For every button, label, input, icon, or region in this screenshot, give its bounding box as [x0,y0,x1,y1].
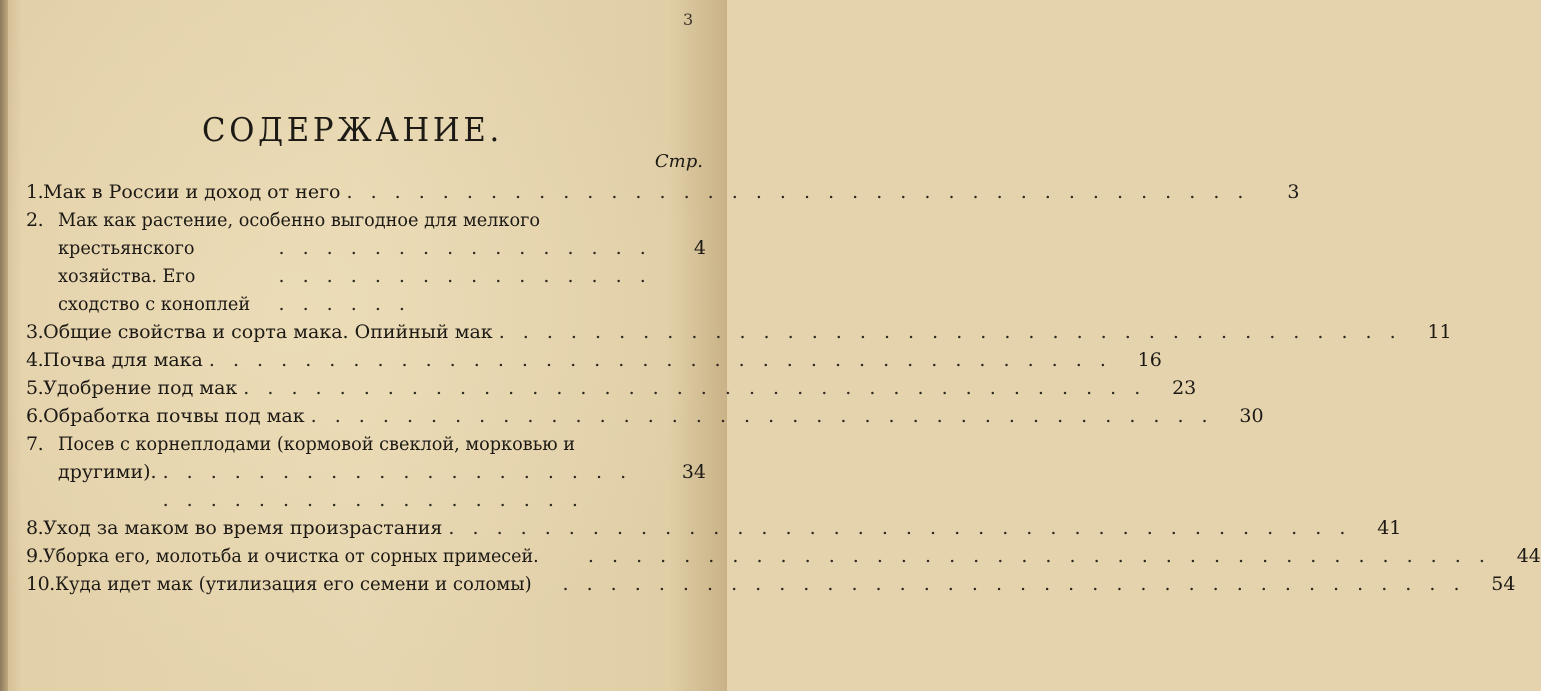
toc-entry-number: 3. [26,321,44,343]
toc-entry-page: 3 [1287,181,1300,203]
dot-leader: . . . . . . . . . . . . . . . . . . . . . . . . . . . . . . . . . . . . . . [310,405,1214,427]
toc-entry-title-continued: крестьянского хозяйства. Его сходство с коноплей [58,237,251,315]
toc-entry-page: 23 [1172,377,1197,399]
toc-entry-number: 2. [26,209,44,231]
toc-entry-6 [26,402,1264,430]
dot-leader: . . . . . . . . . . . . . . . . . . . . . . . . . . . . . . . . . . . . . . [562,573,1466,595]
page-column-header: Стр. [654,151,703,172]
toc-entry-page: 41 [1377,517,1402,539]
toc-entry-page: 30 [1239,405,1264,427]
toc-entry-page: 16 [1137,349,1162,371]
toc-entry-number: 8. [26,517,44,539]
dot-leader: . . . . . . . . . . . . . . . . . . . . . . . . . . . . . . . . . . . . . . [448,517,1352,539]
toc-entry-title: Почва для мака [43,349,203,371]
toc-entry-title: Уборка его, молотьба и очистка от сорных примесей. [43,545,539,567]
toc-entry-title: Посев с корнеплодами (кормовой свеклой, морковью и [58,433,576,455]
toc-entry-page: 4 [693,237,706,259]
dot-leader: . . . . . . . . . . . . . . . . . . . . . . . . . . . . . . . . . . . . . . [278,237,652,315]
dot-leader: . . . . . . . . . . . . . . . . . . . . . . . . . . . . . . . . . . . . . . [208,349,1112,371]
table-of-contents [26,178,1541,598]
toc-entry-3 [26,318,1452,346]
toc-entry-title: Уход за маком во время произрастания [43,517,443,539]
toc-entry-number: 7. [26,433,44,455]
corner-page-mark: 3 [683,10,694,29]
toc-entry-title: Обработка почвы под мак [43,405,305,427]
toc-entry-1 [26,178,1300,206]
toc-entry-page: 11 [1427,321,1452,343]
toc-entry-title: Мак как растение, особенно выгодное для мелкого [58,209,540,231]
toc-entry-4 [26,346,1162,374]
dot-leader: . . . . . . . . . . . . . . . . . . . . . . . . . . . . . . . . . . . . . . [162,461,633,511]
dot-leader: . . . . . . . . . . . . . . . . . . . . . . . . . . . . . . . . . . . . . . [498,321,1402,343]
toc-entry-2 [26,206,706,318]
toc-entry-title: Мак в России и доход от него [43,181,341,203]
toc-entry-number: 6. [26,405,44,427]
toc-entry-title: Куда идет мак (утилизация его семени и соломы) [54,573,532,595]
toc-entry-title: Удобрение под мак [43,377,238,399]
toc-entry-page: 44 [1516,545,1541,567]
page-title: СОДЕРЖАНИЕ. [202,110,503,149]
toc-entry-number: 1. [26,181,44,203]
toc-entry-title-continued: другими). [58,461,157,483]
toc-entry-8 [26,514,1402,542]
toc-entry-title: Общие свойства и сорта мака. Опийный мак [43,321,493,343]
dot-leader: . . . . . . . . . . . . . . . . . . . . . . . . . . . . . . . . . . . . . . [587,545,1491,567]
toc-entry-page: 34 [681,461,706,483]
page-spine-shadow [0,0,8,691]
toc-entry-number: 4. [26,349,44,371]
dot-leader: . . . . . . . . . . . . . . . . . . . . . . . . . . . . . . . . . . . . . . [346,181,1250,203]
toc-entry-number: 9. [26,545,44,567]
toc-entry-number: 5. [26,377,44,399]
dot-leader: . . . . . . . . . . . . . . . . . . . . . . . . . . . . . . . . . . . . . . [243,377,1147,399]
toc-entry-10 [26,570,1516,598]
toc-entry-9 [26,542,1541,570]
toc-entry-page: 54 [1491,573,1516,595]
toc-entry-number: 10. [26,573,55,595]
toc-entry-7 [26,430,706,514]
toc-entry-5 [26,374,1197,402]
